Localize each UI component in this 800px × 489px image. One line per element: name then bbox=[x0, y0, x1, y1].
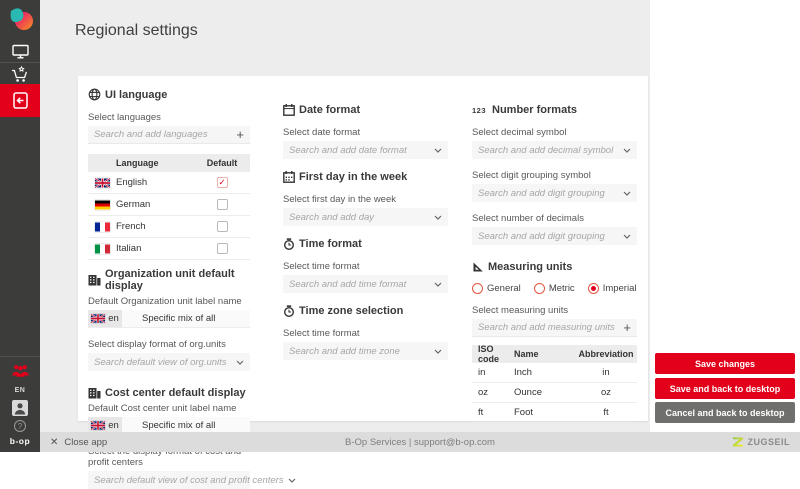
measuring-units-section-title: Measuring units bbox=[472, 261, 637, 273]
language-search-field[interactable] bbox=[88, 126, 250, 144]
language-table-header: Language Default bbox=[88, 154, 250, 172]
app-logo-icon bbox=[0, 6, 40, 33]
org-unit-section-title: Organization unit default display bbox=[88, 268, 250, 292]
calendar-icon bbox=[283, 171, 295, 183]
cost-center-format-select[interactable]: Search default view of cost and profit centers bbox=[88, 471, 250, 489]
chevron-down-icon bbox=[623, 148, 631, 153]
language-table bbox=[88, 154, 250, 260]
digit-grouping-label: Select digit grouping symbol bbox=[472, 170, 591, 181]
decimal-symbol-label: Select decimal symbol bbox=[472, 127, 567, 138]
time-zone-section-title: Time zone selection bbox=[283, 305, 448, 317]
page-title: Regional settings bbox=[75, 22, 198, 39]
first-day-label: Select first day in the week bbox=[283, 194, 396, 205]
support-info: B-Op Services | support@b-op.com bbox=[345, 436, 495, 448]
radio-imperial[interactable]: Imperial bbox=[588, 283, 637, 294]
set-square-icon bbox=[472, 261, 484, 273]
chevron-down-icon bbox=[288, 478, 296, 483]
monitor-icon bbox=[12, 44, 29, 59]
user-avatar[interactable] bbox=[0, 400, 40, 416]
select-languages-label: Select languages bbox=[88, 112, 161, 123]
decimal-symbol-select[interactable]: Search and add decimal symbol bbox=[472, 141, 637, 159]
language-indicator[interactable]: EN bbox=[14, 387, 26, 394]
cancel-and-back-button[interactable]: Cancel and back to desktop bbox=[655, 402, 795, 423]
numbers-123-icon: 123 bbox=[472, 105, 487, 115]
sidebar-item-users[interactable] bbox=[0, 364, 40, 378]
radio-general[interactable]: General bbox=[472, 283, 521, 294]
close-app-button[interactable]: ✕ Close app bbox=[50, 436, 108, 448]
chevron-down-icon bbox=[236, 360, 244, 365]
chevron-down-icon bbox=[434, 349, 442, 354]
building-icon bbox=[88, 274, 101, 286]
column-numbers-units bbox=[472, 88, 637, 421]
measuring-units-table-header: ISO code Name Abbreviation bbox=[472, 345, 637, 363]
flag-gb-icon bbox=[95, 178, 110, 188]
radio-icon bbox=[534, 283, 545, 294]
default-checkbox-german[interactable] bbox=[217, 199, 228, 210]
action-panel bbox=[650, 0, 800, 432]
clipboard-back-icon bbox=[11, 91, 30, 110]
date-format-label: Select date format bbox=[283, 127, 361, 138]
org-unit-label-name-control[interactable]: en Specific mix of all bbox=[88, 310, 250, 328]
time-zone-label: Select time format bbox=[283, 328, 360, 339]
time-format-section-title: Time format bbox=[283, 238, 448, 250]
number-formats-section-title: 123 Number formats bbox=[472, 104, 577, 116]
radio-selected-icon bbox=[588, 283, 599, 294]
language-row: French bbox=[88, 216, 250, 238]
users-icon bbox=[11, 364, 30, 378]
add-measuring-unit-icon[interactable]: + bbox=[623, 320, 631, 335]
org-unit-label: Default Organization unit label name bbox=[88, 296, 242, 307]
cart-icon bbox=[11, 66, 30, 83]
measuring-units-search-field[interactable] bbox=[472, 319, 637, 337]
footer-bar bbox=[40, 432, 800, 452]
measuring-unit-row: ft Foot ft bbox=[472, 403, 637, 423]
sidebar-item-desktop[interactable] bbox=[0, 44, 40, 59]
column-ui-language bbox=[88, 88, 284, 486]
sidebar-divider-bottom bbox=[0, 356, 40, 357]
cost-center-section-title: Cost center default display bbox=[88, 387, 250, 399]
sidebar bbox=[0, 0, 40, 452]
date-format-select[interactable]: Search and add date format bbox=[283, 141, 448, 159]
flag-fr-icon bbox=[95, 222, 110, 232]
help-icon: ? bbox=[14, 420, 26, 432]
calendar-icon bbox=[283, 104, 295, 116]
avatar-icon bbox=[12, 400, 28, 416]
cost-center-select-label: profit centers bbox=[88, 457, 143, 468]
cost-center-label: Default Cost center unit label name bbox=[88, 403, 237, 414]
bop-logo: b-op bbox=[9, 436, 31, 446]
language-search-input[interactable] bbox=[94, 129, 236, 140]
flag-gb-icon bbox=[91, 421, 105, 430]
globe-icon bbox=[88, 88, 101, 101]
measuring-units-table bbox=[472, 345, 637, 423]
measuring-units-radio-group bbox=[472, 283, 637, 294]
cost-center-label-name-control[interactable]: en Specific mix of all bbox=[88, 417, 250, 435]
column-date-time bbox=[283, 88, 448, 421]
flag-de-icon bbox=[95, 200, 110, 210]
flag-it-icon bbox=[95, 244, 110, 254]
first-day-section-title: First day in the week bbox=[283, 171, 448, 183]
measuring-unit-row: oz Ounce oz bbox=[472, 383, 637, 403]
building-icon bbox=[88, 387, 101, 399]
sidebar-item-shop[interactable] bbox=[0, 66, 40, 83]
save-changes-button[interactable]: Save changes bbox=[655, 353, 795, 374]
first-day-select[interactable]: Search and add day bbox=[283, 208, 448, 226]
number-of-decimals-select[interactable]: Search and add digit grouping bbox=[472, 227, 637, 245]
close-icon: ✕ bbox=[50, 436, 59, 448]
measuring-units-select-label: Select measuring units bbox=[472, 305, 569, 316]
org-unit-format-select[interactable]: Search default view of org.units bbox=[88, 353, 250, 371]
sidebar-item-app-settings-active[interactable] bbox=[0, 84, 40, 117]
add-language-icon[interactable]: + bbox=[236, 127, 244, 142]
chevron-down-icon bbox=[434, 215, 442, 220]
measuring-unit-row: in Inch in bbox=[472, 363, 637, 383]
ui-language-section-title: UI language bbox=[88, 88, 250, 101]
digit-grouping-select[interactable]: Search and add digit grouping bbox=[472, 184, 637, 202]
time-format-select[interactable]: Search and add time format bbox=[283, 275, 448, 293]
language-row: English ✓ bbox=[88, 172, 250, 194]
date-format-section-title: Date format bbox=[283, 104, 448, 116]
flag-gb-icon bbox=[91, 314, 105, 323]
chevron-down-icon bbox=[623, 234, 631, 239]
zugseil-z-icon bbox=[732, 436, 744, 448]
number-of-decimals-label: Select number of decimals bbox=[472, 213, 584, 224]
clock-icon bbox=[283, 238, 295, 250]
default-checkbox-italian[interactable] bbox=[217, 243, 228, 254]
time-zone-select[interactable]: Search and add time zone bbox=[283, 342, 448, 360]
help-button[interactable] bbox=[0, 420, 40, 432]
time-format-label: Select time format bbox=[283, 261, 360, 272]
default-checkbox-french[interactable] bbox=[217, 221, 228, 232]
chevron-down-icon bbox=[623, 191, 631, 196]
clock-icon bbox=[283, 305, 295, 317]
chevron-down-icon bbox=[434, 282, 442, 287]
language-row: Italian bbox=[88, 238, 250, 260]
radio-icon bbox=[472, 283, 483, 294]
org-unit-select-label: Select display format of org.units bbox=[88, 339, 226, 350]
default-checkbox-english[interactable]: ✓ bbox=[218, 177, 226, 187]
sidebar-divider bbox=[0, 62, 40, 63]
language-row: German bbox=[88, 194, 250, 216]
save-and-back-button[interactable]: Save and back to desktop bbox=[655, 378, 795, 399]
chevron-down-icon bbox=[434, 148, 442, 153]
zugseil-brand: ZUGSEIL bbox=[732, 436, 790, 448]
measuring-units-search-input[interactable] bbox=[478, 322, 623, 333]
radio-metric[interactable]: Metric bbox=[534, 283, 575, 294]
